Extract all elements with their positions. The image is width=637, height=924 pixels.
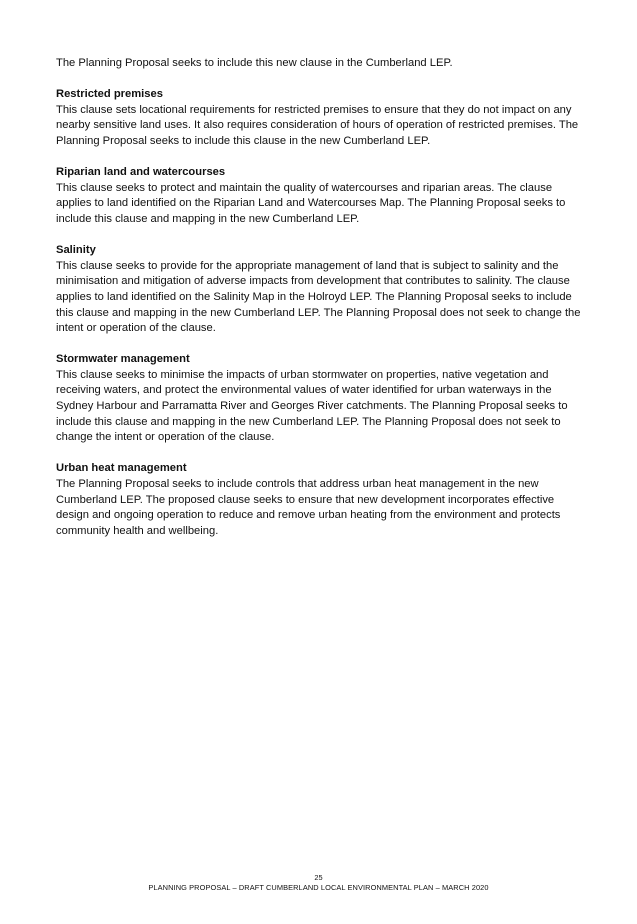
section-urban-heat-management (56, 461, 586, 539)
page-content (56, 56, 586, 555)
section-body: This clause seeks to minimise the impacts of urban stormwater on properties, native vegetation and receiving waters, and protect the environmental values of water identified for urban waterways in the Sydney Harbour and Parramatta River and Georges River catchments. The Planning Proposal seeks to include this clause and mapping in the new Cumberland LEP. The Planning Proposal does not seek to change the intent or operation of the clause. (56, 368, 568, 444)
intro-paragraph: The Planning Proposal seeks to include this new clause in the Cumberland LEP. (56, 57, 453, 69)
section-stormwater-management (56, 352, 586, 446)
section-heading: Salinity (56, 244, 96, 257)
section-body: This clause seeks to provide for the appropriate management of land that is subject to salinity and the minimisation and mitigation of adverse impacts from development that contributes to salinity. The clause applies to land identified on the Salinity Map in the Holroyd LEP. The Planning Proposal seeks to include this clause and mapping in the new Cumberland LEP. The Planning Proposal does not seek to change the intent or operation of the clause. (56, 259, 581, 335)
section-heading: Restricted premises (56, 88, 163, 101)
section-body: The Planning Proposal seeks to include controls that address urban heat management in the new Cumberland LEP. The proposed clause seeks to ensure that new development incorporates effective design and ongoing operation to reduce and remove urban heating from the environment and protects community health and wellbeing. (56, 478, 561, 537)
section-heading: Urban heat management (56, 462, 187, 475)
section-body: This clause sets locational requirements for restricted premises to ensure that they do not impact on any nearby sensitive land uses. It also requires consideration of hours of operation of restricted premises. The Planning Proposal seeks to include this clause in the new Cumberland LEP. (56, 103, 579, 147)
footer-title: PLANNING PROPOSAL – DRAFT CUMBERLAND LOCAL ENVIRONMENTAL PLAN – MARCH 2020 (148, 883, 489, 892)
page-number: 25 (314, 873, 323, 882)
section-restricted-premises (56, 87, 586, 149)
section-heading: Stormwater management (56, 353, 190, 366)
section-body: This clause seeks to protect and maintain the quality of watercourses and riparian areas. The clause applies to land identified on the Riparian Land and Watercourses Map. The Planning Proposal seeks to include this clause and mapping in the new Cumberland LEP. (56, 181, 566, 225)
section-riparian-land (56, 165, 586, 227)
section-salinity (56, 243, 586, 337)
page-footer (0, 873, 637, 893)
section-heading: Riparian land and watercourses (56, 166, 226, 179)
